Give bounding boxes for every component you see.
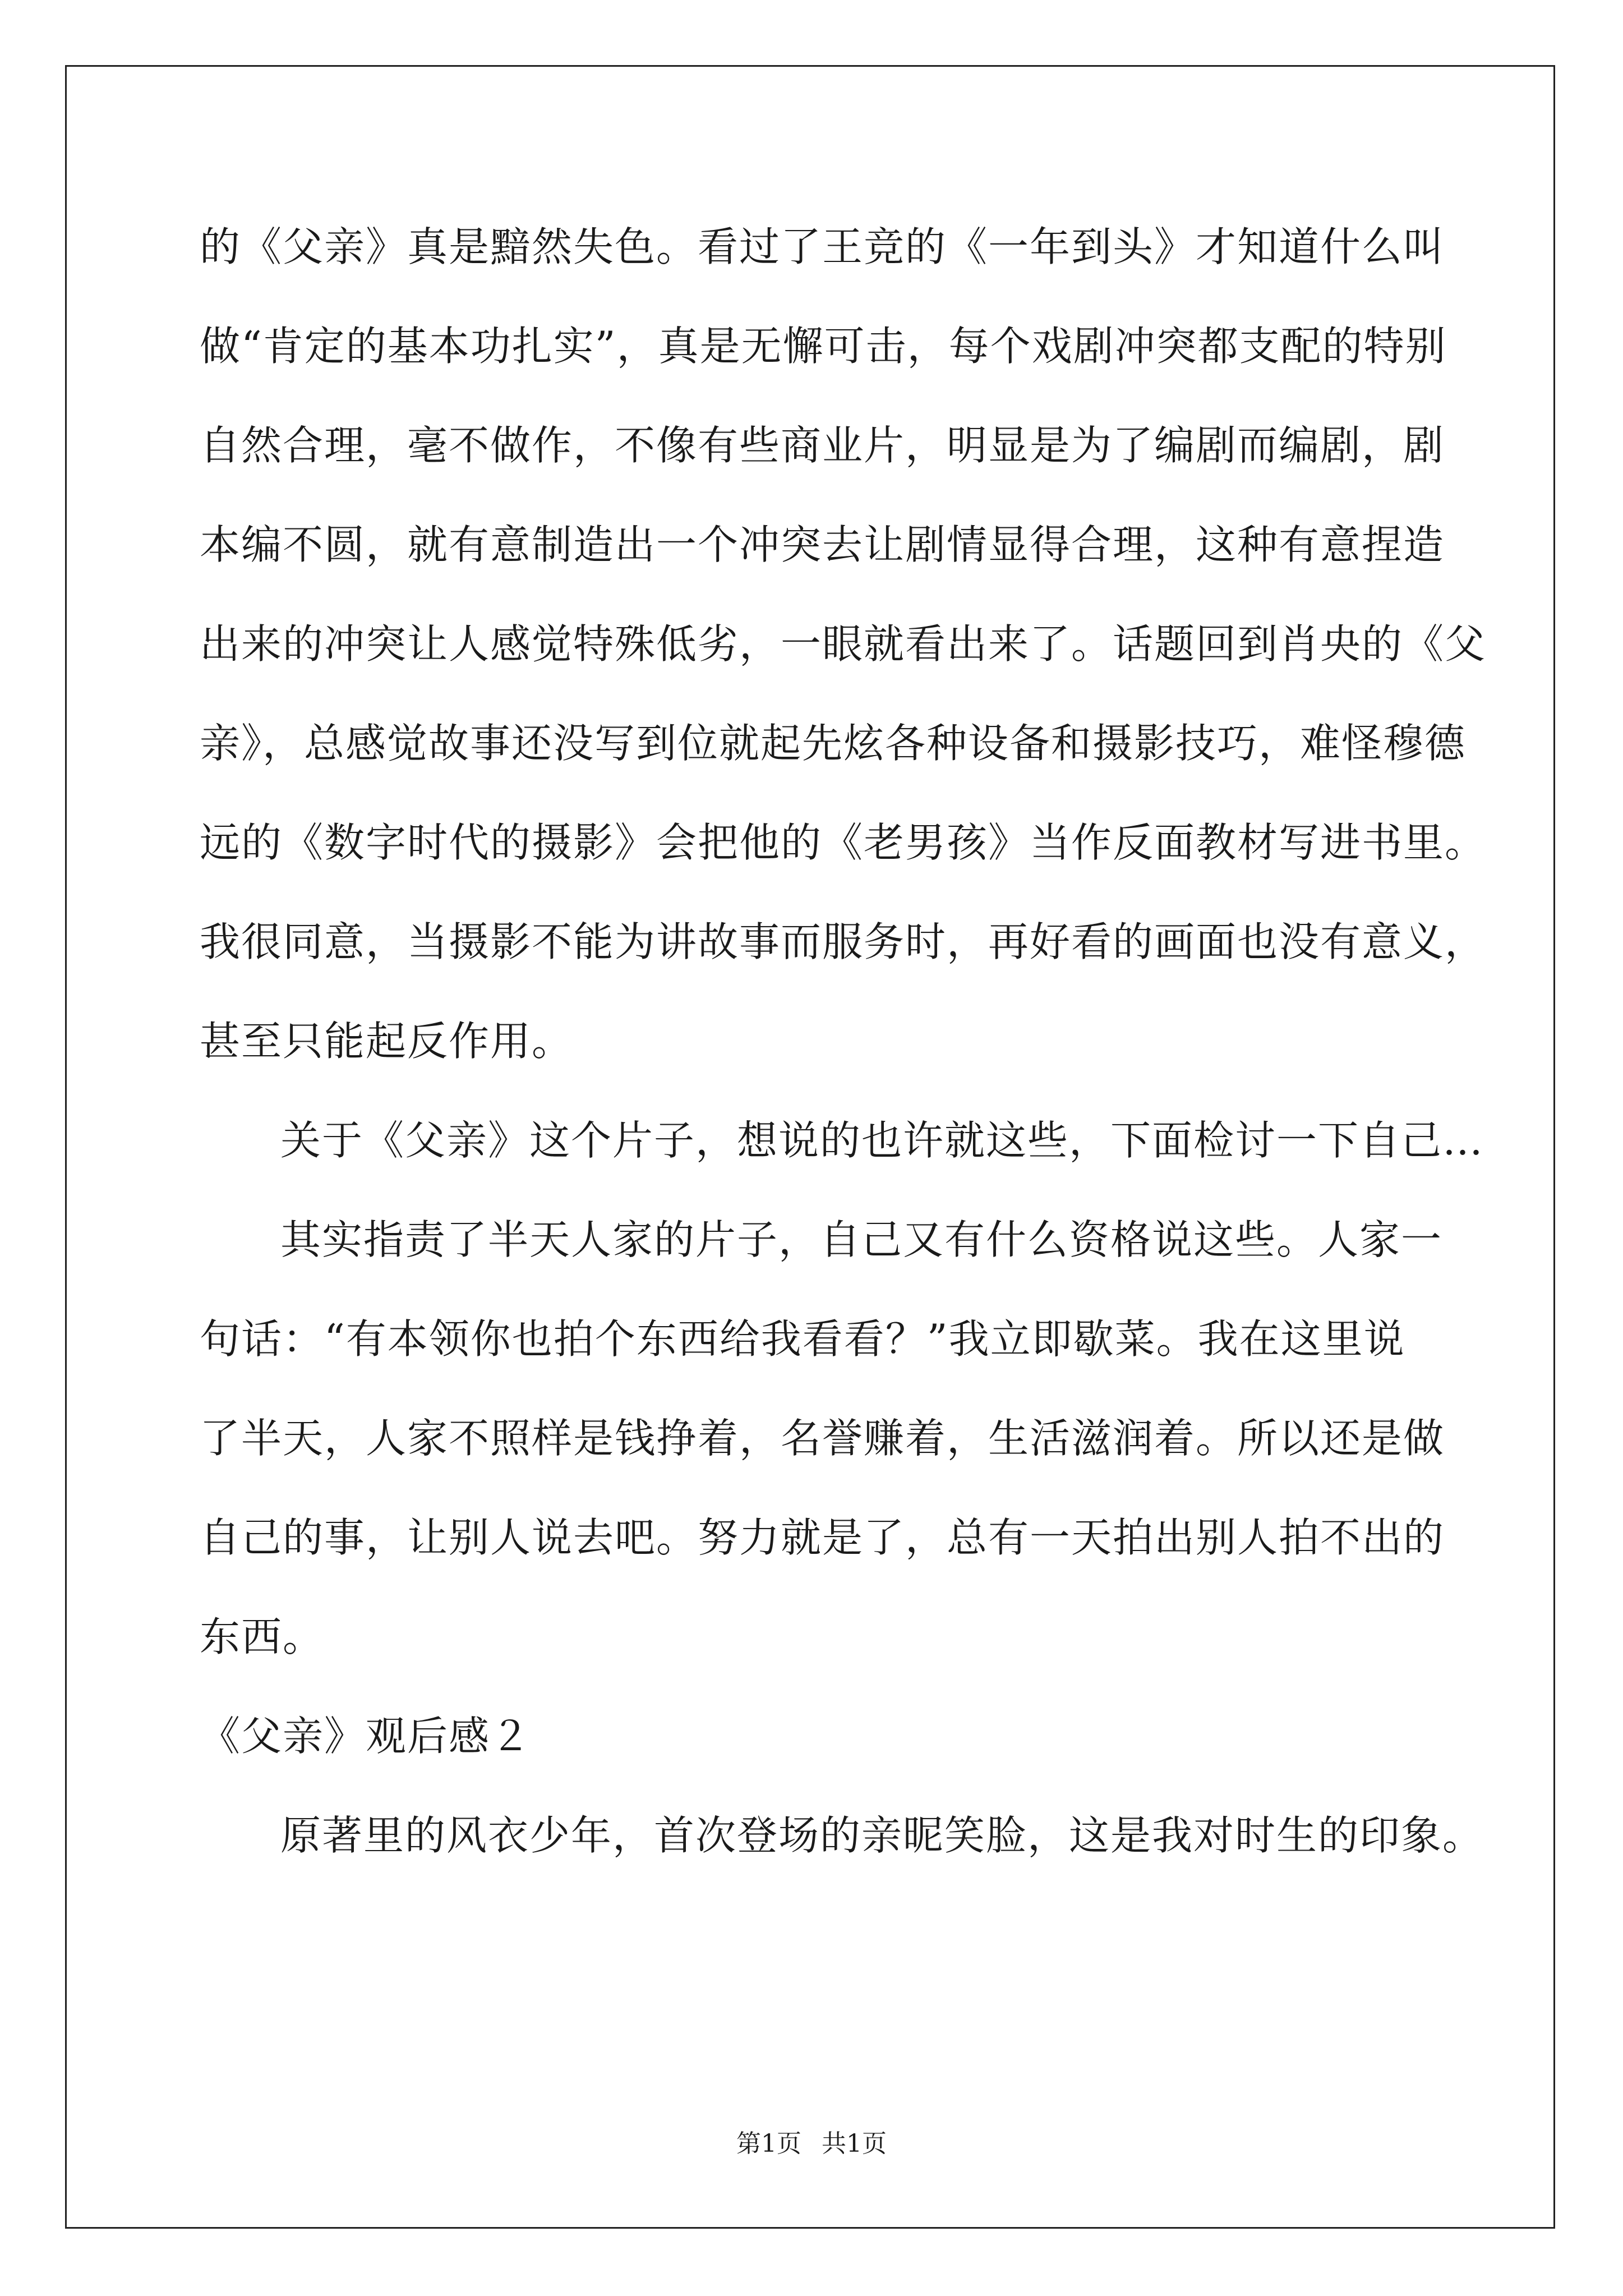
- paragraph-start-line: 原著里的风衣少年，首次登场的亲昵笑脸，这是我对时生的印象。: [280, 1812, 1484, 1859]
- text-line: 做“肯定的基本功扎实”，真是无懈可击，每个戏剧冲突都支配的特别: [200, 323, 1447, 370]
- text-line: 的《父亲》真是黯然失色。看过了王竞的《一年到头》才知道什么叫: [200, 223, 1445, 270]
- page-number: 第1页: [736, 2129, 801, 2158]
- section-heading: 《父亲》观后感２: [200, 1713, 532, 1760]
- text-line: 远的《数字时代的摄影》会把他的《老男孩》当作反面教材写进书里。: [200, 819, 1487, 866]
- page-total: 共1页: [822, 2129, 887, 2158]
- text-line: 甚至只能起反作用。: [200, 1018, 574, 1065]
- paragraph-start-line: 其实指责了半天人家的片子，自己又有什么资格说这些。人家一: [280, 1216, 1443, 1263]
- text-line: 句话：“有本领你也拍个东西给我看看？”我立即歇菜。我在这里说: [200, 1315, 1405, 1363]
- text-line: 东西。: [200, 1613, 325, 1660]
- text-line: 了半天，人家不照样是钱挣着，名誉赚着，生活滋润着。所以还是做: [200, 1415, 1445, 1462]
- paragraph-start-line: 关于《父亲》这个片子，想说的也许就这些，下面检讨一下自己…: [280, 1117, 1484, 1164]
- text-line: 自然合理，毫不做作，不像有些商业片，明显是为了编剧而编剧，剧: [200, 422, 1445, 469]
- page-footer: [0, 2127, 1623, 2161]
- text-line: 本编不圆，就有意制造出一个冲突去让剧情显得合理，这种有意捏造: [200, 521, 1445, 568]
- document-body: [200, 197, 1490, 1885]
- text-line: 我很同意，当摄影不能为讲故事而服务时，再好看的画面也没有意义，: [200, 918, 1487, 965]
- text-line: 自己的事，让别人说去吧。努力就是了，总有一天拍出别人拍不出的: [200, 1514, 1445, 1561]
- text-line: 出来的冲突让人感觉特殊低劣，一眼就看出来了。话题回到肖央的《父: [200, 620, 1487, 668]
- text-line: 亲》，总感觉故事还没写到位就起先炫各种设备和摄影技巧，难怪穆德: [200, 720, 1467, 767]
